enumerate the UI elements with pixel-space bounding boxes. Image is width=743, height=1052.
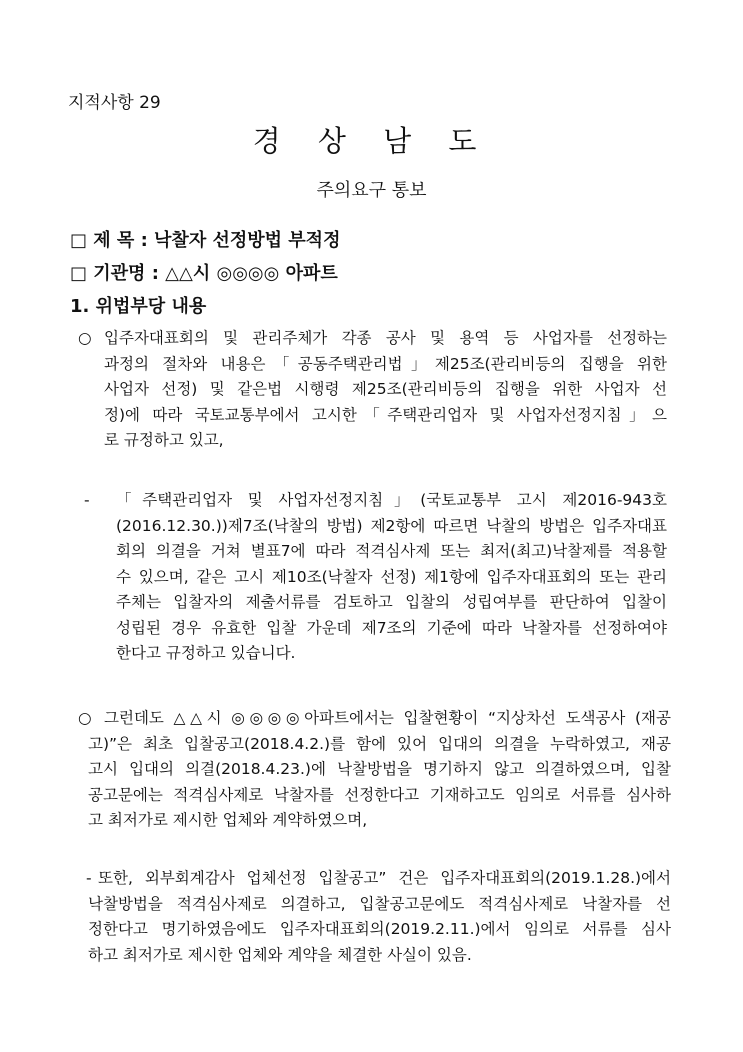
text-line: 그런데도 △△시 ◎◎◎◎아파트에서는 입찰현황이 “지상차선 도색공사 (재공: [104, 709, 671, 727]
text-line: 고 최저가로 제시한 업체와 계약하였으며,: [88, 811, 368, 829]
text-line: 과정의 절차와 내용은「공동주택관리법」제25조(관리비등의 집행을 위한: [104, 354, 667, 373]
text-line: 「주택관리업자 및 사업자선정지침」(국토교통부 고시 제2016-943호: [116, 491, 667, 509]
section-heading: 1. 위법부당 내용: [70, 296, 207, 317]
text-line: 고)”은 최초 입찰공고(2018.4.2.)를 함에 있어 입대의 의결을 누락하였고, 재공: [88, 734, 671, 753]
text-line: (2016.12.30.))제7조(낙찰의 방법) 제2항에 따르면 낙찰의 방법은 입주자대표: [116, 516, 667, 535]
finding-number: 지적사항 29: [68, 93, 161, 113]
paragraph-3-text: [88, 706, 671, 834]
text-line: 정)에 따라 국토교통부에서 고시한「주택관리업자 및 사업자선정지침」으: [104, 405, 667, 424]
text-line: 정한다고 명기하였음에도 입주자대표회의(2019.2.11.)에서 임의로 서류를 심사: [88, 920, 671, 938]
paragraph-4-text: [88, 866, 671, 968]
text-line: 입주자대표회의 및 관리주체가 각종 공사 및 용역 등 사업자를 선정하는: [104, 329, 667, 347]
text-line: 한다고 규정하고 있습니다.: [116, 644, 296, 662]
agency-heading: □ 기관명 : △△시 ◎◎◎◎ 아파트: [70, 263, 338, 284]
text-line: 또한, 외부회계감사 업체선정 입찰공고” 건은 입주자대표회의(2019.1.28.)에서: [98, 869, 671, 887]
text-line: 낙찰방법을 적격심사제로 의결하고, 입찰공고문에도 적격심사제로 낙찰자를 선: [88, 894, 671, 913]
text-line: 수 있으며, 같은 고시 제10조(낙찰자 선정) 제1항에 입주자대표회의 또는 관리: [116, 567, 667, 586]
document-subtitle: 주의요구 통보: [316, 180, 427, 201]
text-line: 성립된 경우 유효한 입찰 가운데 제7조의 기준에 따라 낙찰자를 선정하여야: [116, 618, 667, 637]
subject-heading: □ 제 목 : 낙찰자 선정방법 부적정: [70, 230, 341, 251]
dash-bullet-icon: -: [86, 869, 92, 887]
text-line: 회의 의결을 거쳐 별표7에 따라 적격심사제 또는 최저(최고)낙찰제를 적용할: [116, 542, 667, 560]
text-line: 사업자 선정) 및 같은법 시행령 제25조(관리비등의 집행을 위한 사업자 선: [104, 380, 667, 398]
text-line: 고시 입대의 의결(2018.4.23.)에 낙찰방법을 명기하지 않고 의결하였으며, 입찰: [88, 760, 671, 778]
paragraph-1-text: [104, 326, 667, 454]
paragraph-2-text: [116, 488, 667, 667]
text-line: 하고 최저가로 제시한 업체와 계약을 체결한 사실이 있음.: [88, 945, 472, 964]
text-line: 주체는 입찰자의 제출서류를 검토하고 입찰의 성립여부를 판단하여 입찰이: [116, 593, 667, 611]
text-line: 공고문에는 적격심사제로 낙찰자를 선정한다고 기재하고도 임의로 서류를 심사하: [88, 785, 671, 804]
circle-bullet-icon: ○: [78, 709, 92, 727]
document-title: 경 상 남 도: [252, 124, 491, 158]
dash-bullet-icon: -: [84, 491, 90, 509]
text-line: 로 규정하고 있고,: [104, 431, 224, 449]
circle-bullet-icon: ○: [78, 329, 92, 347]
